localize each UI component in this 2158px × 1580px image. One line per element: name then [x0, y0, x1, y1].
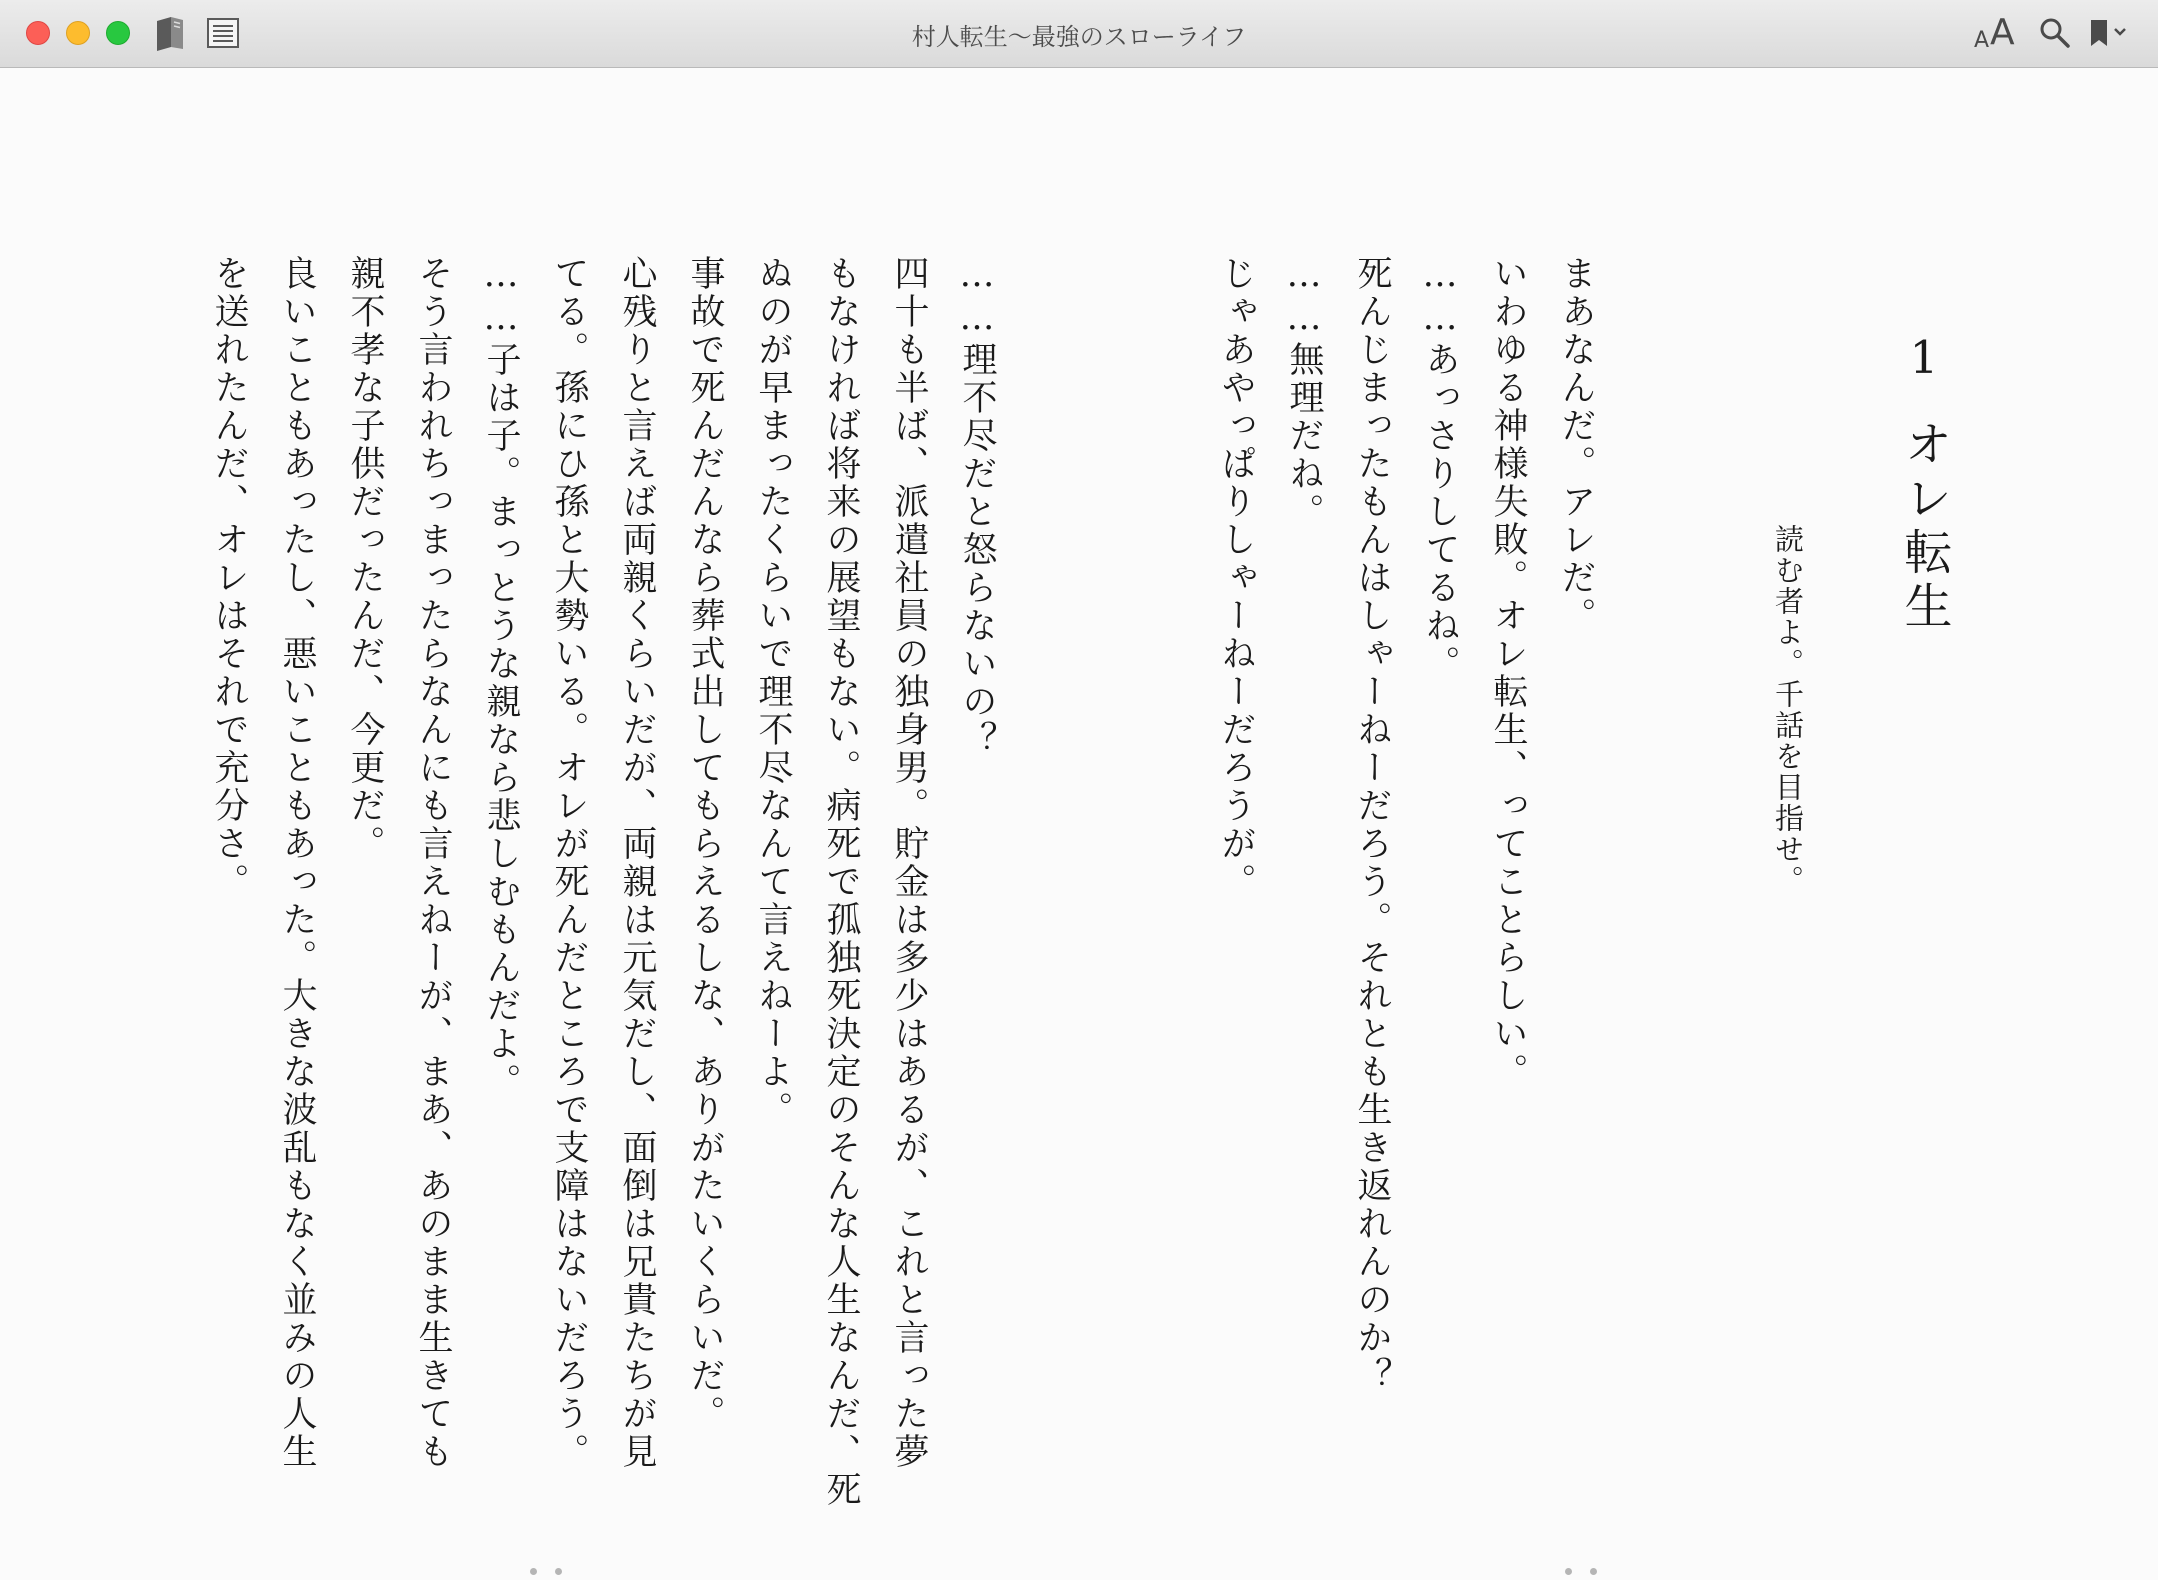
text-line: そう言われちっまったらなんにも言えねーが、まあ、あのまま生きても [413, 255, 453, 1471]
window-title: 村人転生〜最強のスローライフ [911, 23, 1247, 51]
text-line: ……理不尽だと怒らないの？ [957, 255, 997, 759]
chapter-number: 1 [1909, 331, 1939, 384]
text-line: 四十も半ば、派遣社員の独身男。貯金は多少はあるが、これと言った夢 [889, 255, 929, 1471]
book-icon[interactable] [152, 14, 190, 52]
chapter-epigraph: 読む者よ。千話を目指せ。 [1771, 524, 1805, 896]
text-line: 良いこともあったし、悪いこともあった。大きな波乱もなく並みの人生 [277, 255, 317, 1471]
text-line: 親不孝な子供だったんだ、今更だ。 [345, 255, 385, 863]
text-line: 心残りと言えば両親くらいだが、両親は元気だし、面倒は兄貴たちが見 [617, 255, 657, 1471]
left-page-indicator [530, 1568, 562, 1580]
right-page-indicator [1565, 1568, 1597, 1580]
bookmark-icon[interactable] [2084, 16, 2134, 50]
text-line: ……あっさりしてるね。 [1420, 255, 1460, 683]
text-line: もなければ将来の展望もない。病死で孤独死決定のそんな人生なんだ、死 [821, 255, 861, 1509]
text-line: てる。孫にひ孫と大勢いる。オレが死んだところで支障はないだろう。 [549, 255, 589, 1471]
minimize-button[interactable] [66, 21, 90, 45]
text-line: 事故で死んだんなら葬式出してもらえるしな、ありがたいくらいだ。 [685, 255, 725, 1433]
font-size-small-label: A [1974, 28, 1990, 53]
text-line: 死んじまったもんはしゃーねーだろう。それとも生き返れんのか？ [1352, 255, 1392, 1395]
text-line: まあなんだ。アレだ。 [1556, 255, 1596, 635]
chapter-title: オレ転生 [1896, 419, 1952, 635]
book-page-spread [0, 69, 2158, 1564]
zoom-button[interactable] [106, 21, 130, 45]
font-size-button[interactable] [1972, 12, 2024, 56]
font-size-large-label: A [1990, 12, 2015, 53]
list-icon[interactable] [204, 14, 242, 52]
title-bar [0, 0, 2158, 68]
text-line: ……子は子。まっとうな親なら悲しむもんだよ。 [481, 255, 521, 1101]
text-line: を送れたんだ、オレはそれで充分さ。 [209, 255, 249, 901]
search-icon[interactable] [2038, 16, 2072, 50]
text-line: ……無理だね。 [1284, 255, 1324, 531]
close-button[interactable] [26, 21, 50, 45]
text-line: いわゆる神様失敗。オレ転生、ってことらしい。 [1488, 255, 1528, 1091]
text-line: ぬのが早まったくらいで理不尽なんて言えねーよ。 [753, 255, 793, 1129]
text-line: じゃあやっぱりしゃーねーだろうが。 [1216, 255, 1256, 901]
